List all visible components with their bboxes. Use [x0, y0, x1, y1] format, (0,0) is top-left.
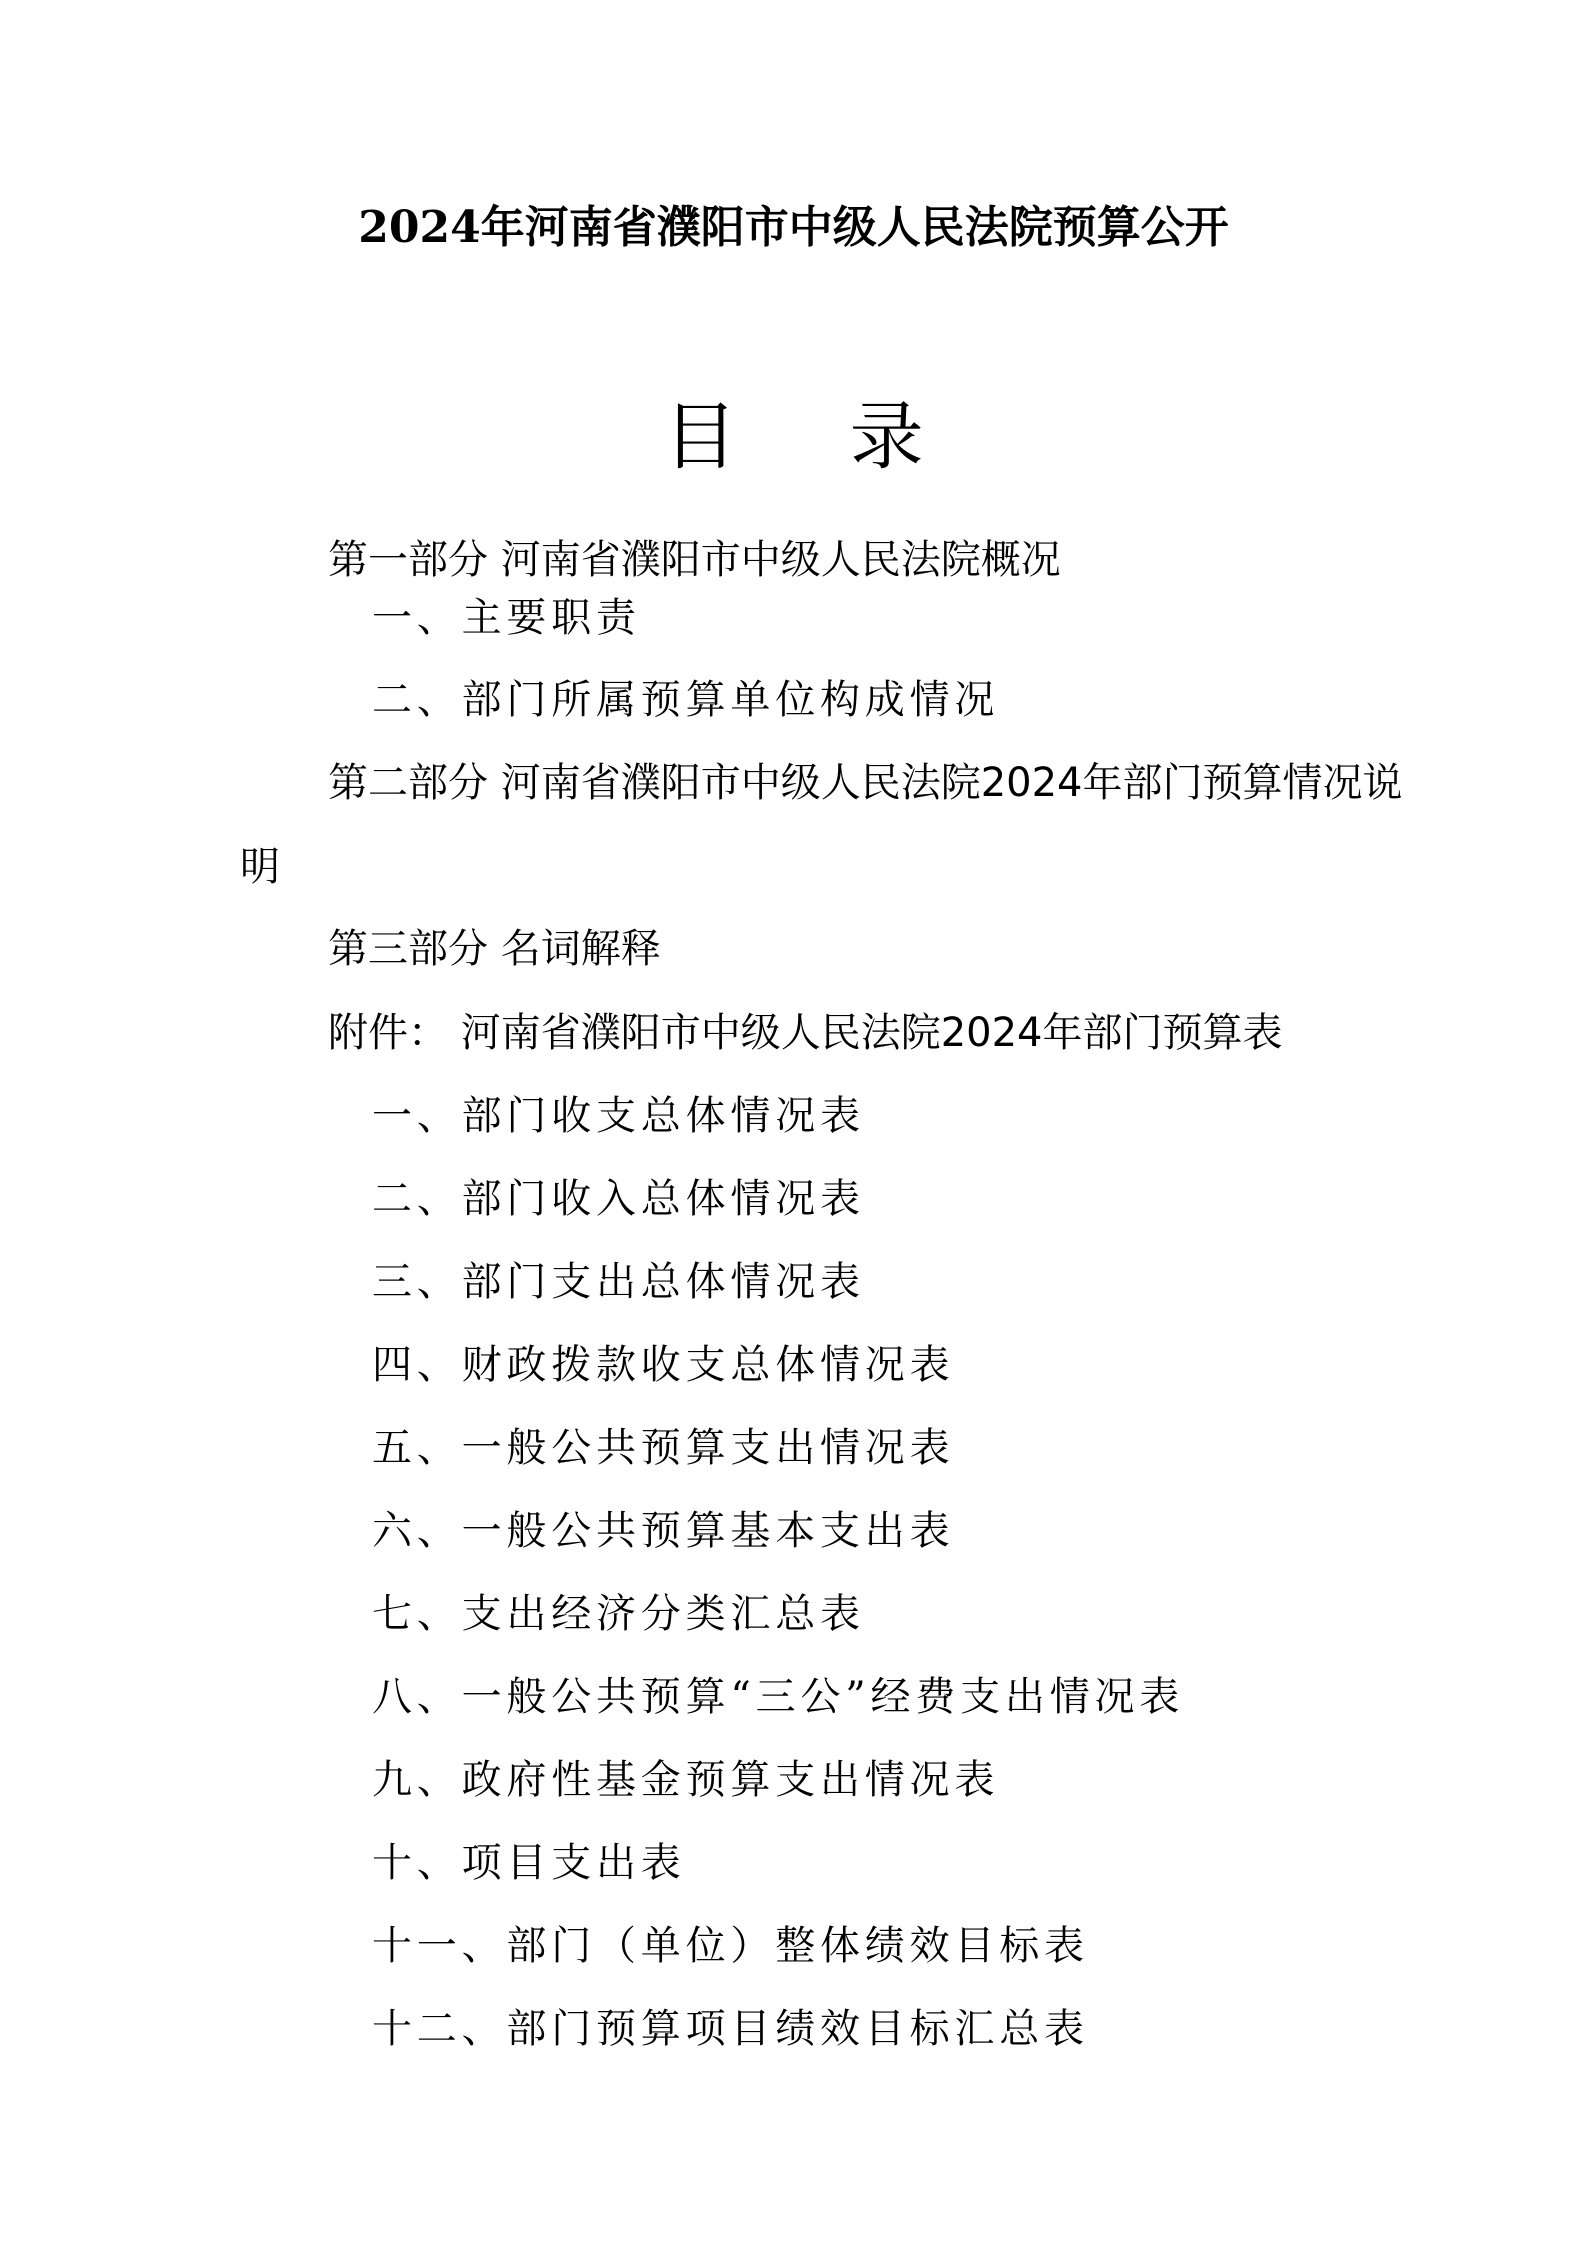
document-title: 2024年河南省濮阳市中级人民法院预算公开 [358, 202, 1229, 253]
toc-part2-heading[interactable]: 第二部分 河南省濮阳市中级人民法院2024年部门预算情况说 [328, 760, 1403, 806]
toc-attachment-item-9[interactable]: 九、政府性基金预算支出情况表 [372, 1757, 1000, 1803]
toc-attachment-item-2[interactable]: 二、部门收入总体情况表 [372, 1176, 865, 1222]
toc-attachment-item-8[interactable]: 八、一般公共预算“三公”经费支出情况表 [372, 1674, 1185, 1720]
toc-attachment-item-6[interactable]: 六、一般公共预算基本支出表 [372, 1508, 955, 1554]
toc-attachment-item-4[interactable]: 四、财政拨款收支总体情况表 [372, 1342, 955, 1388]
toc-attachment-item-12[interactable]: 十二、部门预算项目绩效目标汇总表 [372, 2006, 1089, 2052]
toc-attachment-item-1[interactable]: 一、部门收支总体情况表 [372, 1093, 865, 1139]
toc-attachment-item-3[interactable]: 三、部门支出总体情况表 [372, 1259, 865, 1305]
toc-attachment-item-10[interactable]: 十、项目支出表 [372, 1840, 686, 1886]
toc-part3-heading[interactable]: 第三部分 名词解释 [328, 926, 661, 972]
toc-attachment-heading[interactable]: 附件： 河南省濮阳市中级人民法院2024年部门预算表 [328, 1010, 1283, 1056]
toc-attachment-item-11[interactable]: 十一、部门（单位）整体绩效目标表 [372, 1923, 1089, 1969]
toc-part1-heading[interactable]: 第一部分 河南省濮阳市中级人民法院概况 [328, 537, 1061, 583]
toc-heading: 目 录 [663, 394, 969, 480]
toc-attachment-item-7[interactable]: 七、支出经济分类汇总表 [372, 1591, 865, 1637]
toc-part1-item-2[interactable]: 二、部门所属预算单位构成情况 [372, 677, 1000, 723]
toc-part2-heading-continuation[interactable]: 明 [240, 844, 280, 890]
toc-part1-item-1[interactable]: 一、主要职责 [372, 595, 641, 641]
toc-attachment-item-5[interactable]: 五、一般公共预算支出情况表 [372, 1425, 955, 1471]
